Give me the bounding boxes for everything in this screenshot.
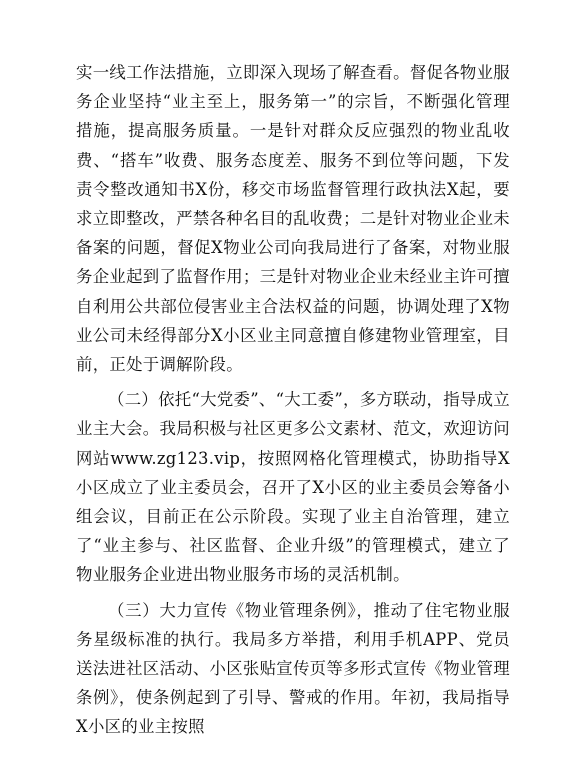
paragraph-section-2: （二）依托“大党委”、“大工委”，多方联动，指导成立业主大会。我局积极与社区更多公文素材、范文，欢迎访问网站www.zg123.vip，按照网格化管理模式，协助指导X小区成立了业主委员会，召开了X小区的业主委员会筹备小组会议，目前正在公示阶段。实现了业主自治管理，建立了“业主参与、社区监督、企业升级”的管理模式，建立了物业服务企业进出物业服务市场的灵活机制。 — [76, 390, 510, 585]
paragraph-section-3: （三）大力宣传《物业管理条例》，推动了住宅物业服务星级标准的执行。我局多方举措，利用手机APP、党员送法进社区活动、小区张贴宣传页等多形式宣传《物业管理条例》，使条例起到了引导、警戒的作用。年初，我局指导X小区的业主按照 — [76, 600, 510, 737]
document-body — [76, 58, 510, 742]
paragraph-continuation: 实一线工作法措施，立即深入现场了解查看。督促各物业服务企业坚持“业主至上，服务第一”的宗旨，不断强化管理措施，提高服务质量。一是针对群众反应强烈的物业乱收费、“搭车”收费、服务态度差、服务不到位等问题，下发责令整改通知书X份，移交市场监督管理行政执法X起，要求立即整改，严禁各种名目的乱收费；二是针对物业企业未备案的问题，督促X物业公司向我局进行了备案，对物业服务企业起到了监督作用；三是针对物业企业未经业主许可擅自利用公共部位侵害业主合法权益的问题，协调处理了X物业公司未经得部分X小区业主同意擅自修建物业管理室，目前，正处于调解阶段。 — [76, 63, 510, 375]
